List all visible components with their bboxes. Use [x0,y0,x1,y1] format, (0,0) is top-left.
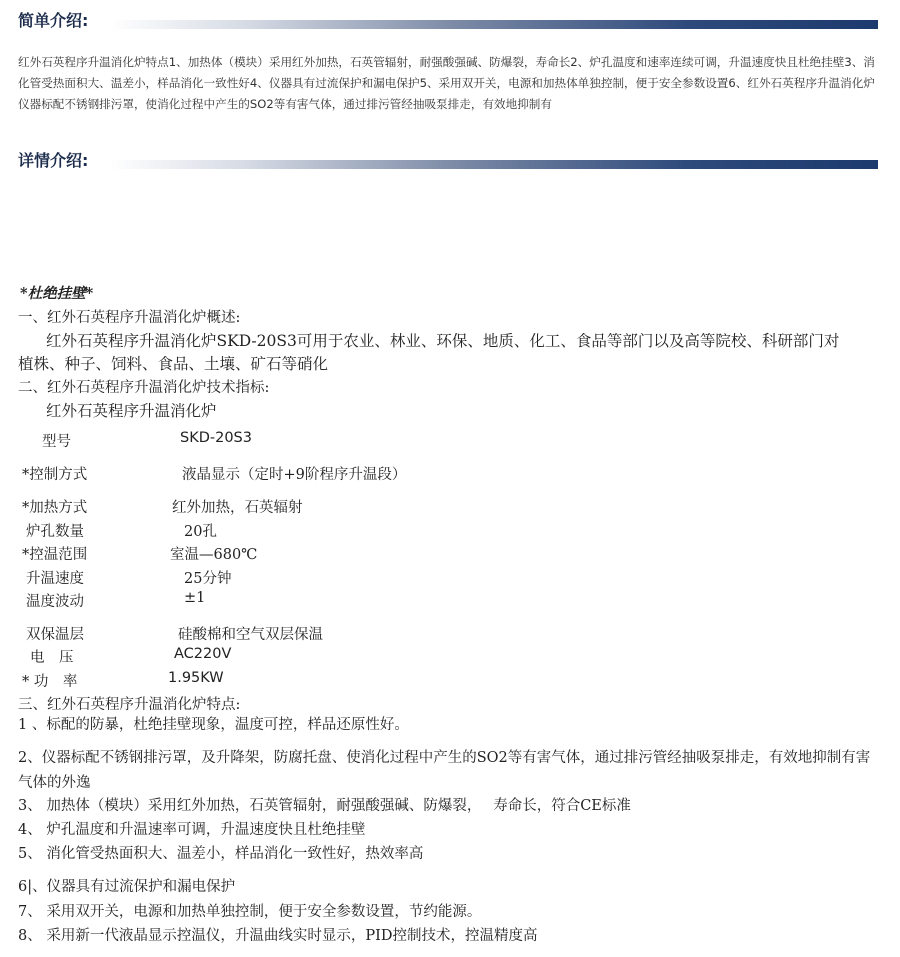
feature-item: 7、 采用双开关，电源和加热单独控制，便于安全参数设置，节约能源。 [18,904,482,920]
spec-label: 升温速度 [26,571,84,587]
feature-item: 4、 炉孔温度和升温速率可调，升温速度快且杜绝挂壁 [18,822,366,838]
spec-label: *控温范围 [22,547,88,563]
section-title: 简单介绍: [18,11,89,30]
spec-label: 电 压 [30,650,74,666]
section-header-detail [18,148,878,176]
spec-value: 红外加热，石英辐射 [172,500,303,516]
product-name: 红外石英程序升温消化炉 [46,402,217,420]
heading-features: 三、红外石英程序升温消化炉特点: [18,697,241,713]
spec-label: 炉孔数量 [26,524,84,540]
spec-value: 硅酸棉和空气双层保温 [178,627,323,643]
feature-item: 8、 采用新一代液晶显示控温仪，升温曲线实时显示，PID控制技术，控温精度高 [18,928,538,944]
spec-value: 1.95KW [168,670,224,686]
feature-item: 1 、标配的防暴，杜绝挂壁现象，温度可控，样品还原性好。 [18,717,409,733]
spec-label: 温度波动 [26,594,84,610]
spec-label: * 功 率 [22,674,78,690]
spec-label: 双保温层 [26,627,84,643]
feature-item: 3、 加热体（模块）采用红外加热，石英管辐射，耐强酸强碱、防爆裂， 寿命长，符合CE标准 [18,798,631,814]
spec-value: 室温—680℃ [170,547,258,563]
spec-value: 25分钟 [184,571,232,587]
section-title: 详情介绍: [18,151,89,170]
feature-item: 2、仪器标配不锈钢排污罩，及升降架，防腐托盘、使消化过程中产生的SO2等有害气体，通过排污管经抽吸泵排走，有效地抑制有害气体的外逸 [18,750,871,791]
heading-specs: 二、红外石英程序升温消化炉技术指标: [18,380,270,396]
feature-item: 6|、仪器具有过流保护和漏电保护 [18,879,236,895]
feature-item: 5、 消化管受热面积大、温差小，样品消化一致性好，热效率高 [18,846,424,862]
section-divider-bar [110,160,878,169]
overview-text-line2: 植株、种子、饲料、食品、土壤、矿石等硝化 [18,355,329,373]
spec-value: AC220V [174,646,232,662]
spec-value: SKD-20S3 [180,430,252,446]
tagline: *杜绝挂壁* [20,285,94,302]
spec-label: *加热方式 [22,500,88,516]
section-header-intro [18,8,878,36]
spec-label: 型号 [42,434,71,450]
overview-text-line1: 红外石英程序升温消化炉SKD-20S3可用于农业、林业、环保、地质、化工、食品等部门以及高等院校、科研部门对 [46,332,840,350]
spec-value: 液晶显示（定时+9阶程序升温段） [182,467,407,483]
spec-value: 20孔 [184,524,217,540]
heading-overview: 一、红外石英程序升温消化炉概述: [18,310,241,326]
spec-label: *控制方式 [22,467,88,483]
spec-value: ±1 [184,590,206,606]
intro-paragraph: 红外石英程序升温消化炉特点1、加热体（模块）采用红外加热，石英管辐射，耐强酸强碱、防爆裂，寿命长2、炉孔温度和速率连续可调，升温速度快且杜绝挂壁3、消化管受热面积大、温差小，样品消化一致性好4、仪器具有过流保护和漏电保护5、采用双开关，电源和加热体单独控制，便于安全参数设置6、红外石英程序升温消化炉仪器标配不锈钢排污罩，使消化过程中产生的SO2等有害气体，通过排污管经抽吸泵排走，有效地抑制有 [18,55,875,111]
section-divider-bar [110,20,878,29]
